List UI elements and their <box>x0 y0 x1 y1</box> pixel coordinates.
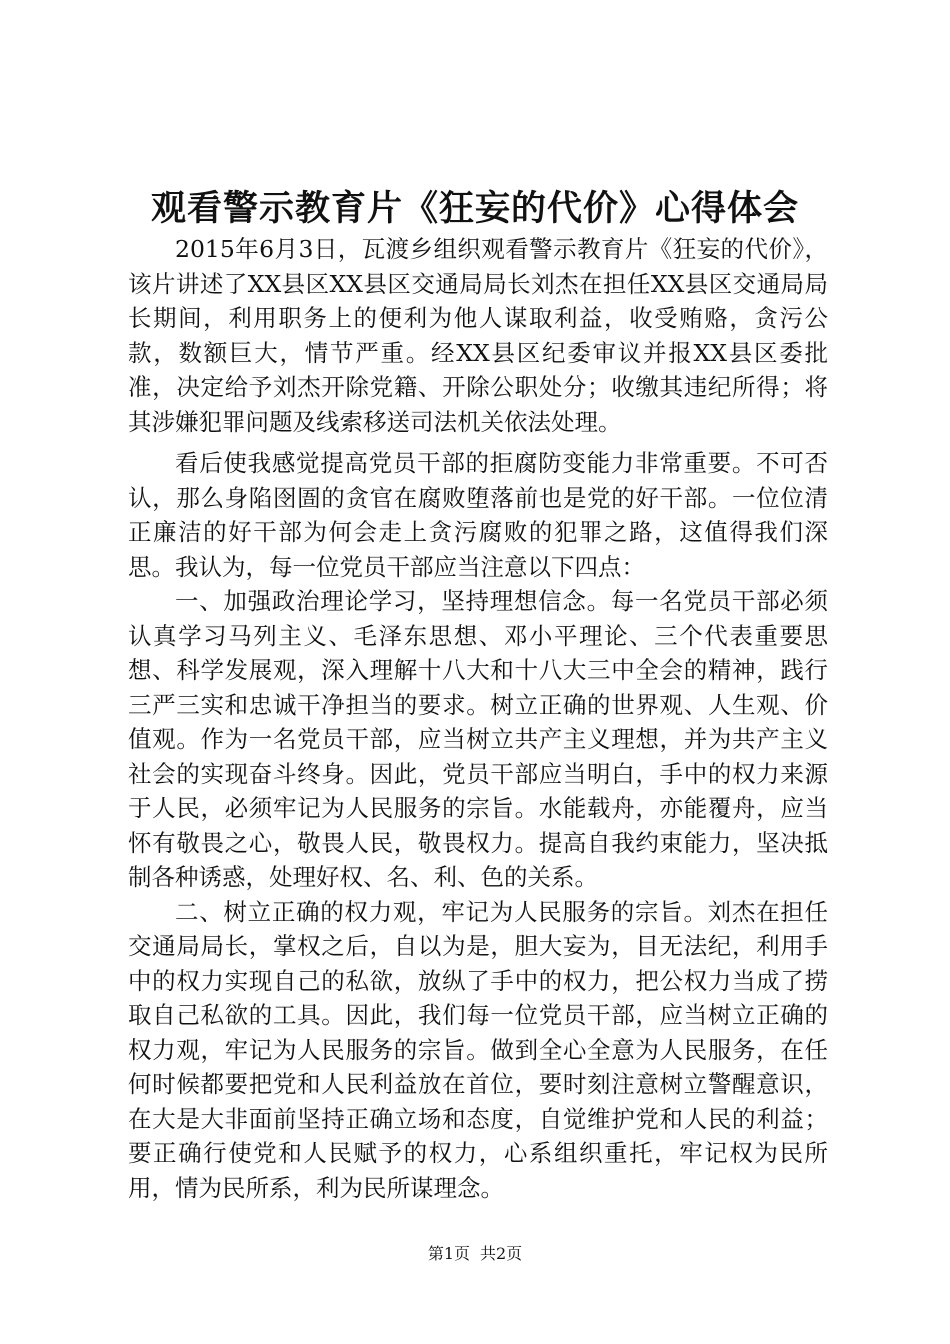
paragraph-intro: 2015年6月3日，瓦渡乡组织观看警示教育片《狂妄的代价》，该片讲述了XX县区XX县区交通局局长刘杰在担任XX县区交通局局长期间，利用职务上的便利为他人谋取利益，收受贿赂，贪污公款，数额巨大，情节严重。经XX县区纪委审议并报XX县区委批准，决定给予刘杰开除党籍、开除公职处分；收缴其违纪所得；将其涉嫌犯罪问题及线索移送司法机关依法处理。 <box>128 235 828 436</box>
paragraph-point-one: 一、加强政治理论学习，坚持理想信念。每一名党员干部必须认真学习马列主义、毛泽东思想、邓小平理论、三个代表重要思想、科学发展观，深入理解十八大和十八大三中全会的精神，践行三严三实和忠诚干净担当的要求。树立正确的世界观、人生观、价值观。作为一名党员干部，应当树立共产主义理想，并为共产主义社会的实现奋斗终身。因此，党员干部应当明白，手中的权力来源于人民，必须牢记为人民服务的宗旨。水能载舟，亦能覆舟，应当怀有敬畏之心，敬畏人民，敬畏权力。提高自我约束能力，坚决抵制各种诱惑，处理好权、名、利、色的关系。 <box>128 587 828 891</box>
document-title: 观看警示教育片《狂妄的代价》心得体会 <box>150 188 799 229</box>
page-number: 第1页 <box>427 1244 470 1263</box>
paragraph-point-two: 二、树立正确的权力观，牢记为人民服务的宗旨。刘杰在担任交通局局长，掌权之后，自以为是，胆大妄为，目无法纪，利用手中的权力实现自己的私欲，放纵了手中的权力，把公权力当成了捞取自己私欲的工具。因此，我们每一位党员干部，应当树立正确的权力观，牢记为人民服务的宗旨。做到全心全意为人民服务，在任何时候都要把党和人民利益放在首位，要时刻注意树立警醒意识，在大是大非面前坚持正确立场和态度，自觉维护党和人民的利益；要正确行使党和人民赋予的权力，心系组织重托，牢记权为民所用，情为民所系，利为民所谋理念。 <box>128 897 828 1202</box>
page-footer <box>0 1243 950 1265</box>
document-body <box>128 232 828 1205</box>
page-total: 共2页 <box>480 1244 523 1263</box>
paragraph-reflection: 看后使我感觉提高党员干部的拒腐防变能力非常重要。不可否认，那么身陷囹圄的贪官在腐败堕落前也是党的好干部。一位位清正廉洁的好干部为何会走上贪污腐败的犯罪之路，这值得我们深思。我认为，每一位党员干部应当注意以下四点： <box>128 449 828 581</box>
